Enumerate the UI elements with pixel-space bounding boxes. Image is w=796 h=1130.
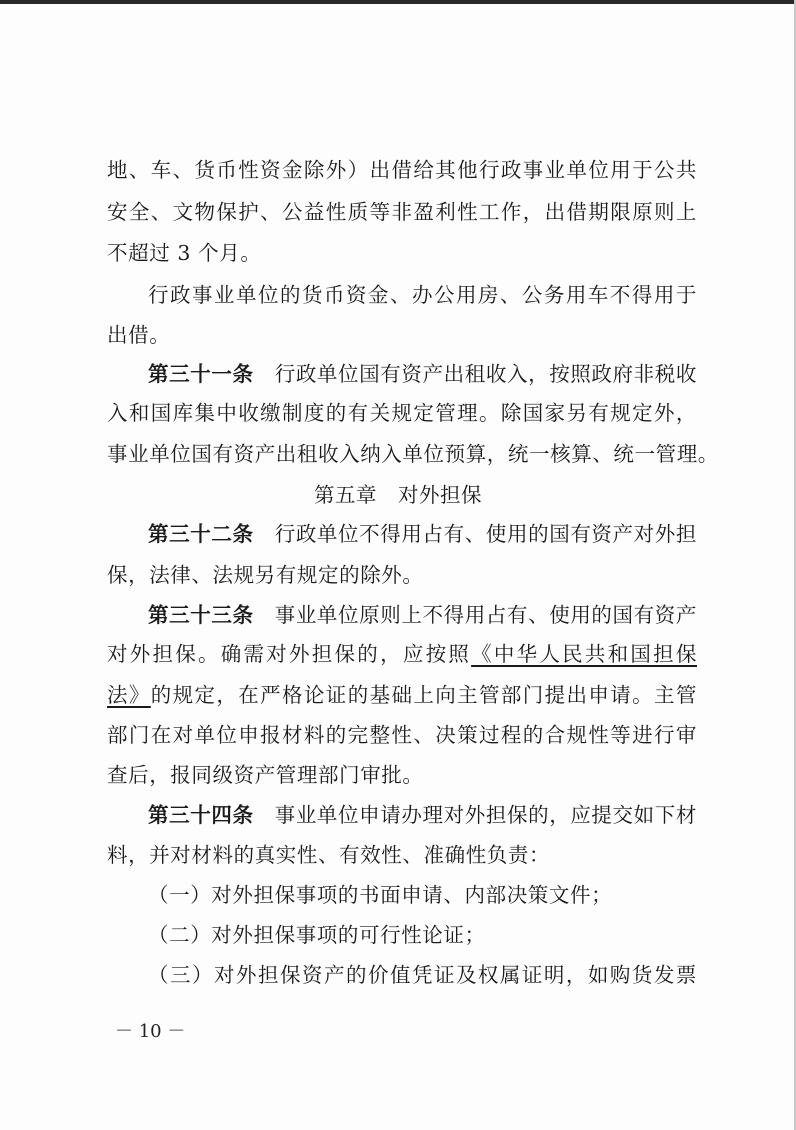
paragraph-line: 料，并对材料的真实性、有效性、准确性负责： <box>107 843 551 867</box>
paragraph-line <box>107 680 697 710</box>
article-32-line <box>148 519 697 549</box>
article-33-title: 第三十三条 <box>148 603 254 627</box>
law-reference-link-end[interactable]: 法》 <box>107 683 151 707</box>
scan-border-top <box>0 0 796 4</box>
article-34-title: 第三十四条 <box>148 803 254 827</box>
paragraph-line <box>107 639 697 669</box>
article-31-line <box>148 359 697 389</box>
article-33-text: 对外担保。确需对外担保的，应按照 <box>107 642 472 666</box>
article-32-text: 行政单位不得用占有、使用的国有资产对外担 <box>274 522 697 546</box>
article-32-title: 第三十二条 <box>148 522 254 546</box>
article-31-text: 行政单位国有资产出租收入，按照政府非税收 <box>274 362 697 386</box>
page-number: － 10 － <box>115 1021 186 1042</box>
paragraph-line: 事业单位国有资产出租收入纳入单位预算，统一核算、统一管理。 <box>107 442 719 466</box>
paragraph-line: 查后，报同级资产管理部门审批。 <box>107 763 424 787</box>
list-item: （二）对外担保事项的可行性论证； <box>148 923 486 947</box>
article-33-line <box>148 600 697 630</box>
paragraph-line: 部门在对单位申报材料的完整性、决策过程的合规性等进行审 <box>107 723 697 747</box>
list-item: （一）对外担保事项的书面申请、内部决策文件； <box>148 883 613 907</box>
paragraph-line: 地、车、货币性资金除外）出借给其他行政事业单位用于公共 <box>107 158 697 182</box>
paragraph-line: 保，法律、法规另有规定的除外。 <box>107 563 424 587</box>
article-34-line <box>148 800 697 830</box>
paragraph-line: 不超过 3 个月。 <box>107 241 262 265</box>
article-34-text: 事业单位申请办理对外担保的，应提交如下材 <box>274 803 697 827</box>
chapter-heading: 第五章 对外担保 <box>314 483 482 507</box>
article-33-text: 事业单位原则上不得用占有、使用的国有资产 <box>274 603 697 627</box>
paragraph-line: 安全、文物保护、公益性质等非盈利性工作，出借期限原则上 <box>107 200 697 224</box>
article-33-text: 的规定，在严格论证的基础上向主管部门提出申请。主管 <box>150 683 697 707</box>
paragraph-line: 行政事业单位的货币资金、办公用房、公务用车不得用于 <box>148 283 697 307</box>
paragraph-line: 入和国库集中收缴制度的有关规定管理。除国家另有规定外， <box>107 401 697 425</box>
list-item: （三）对外担保资产的价值凭证及权属证明，如购货发票 <box>148 963 697 987</box>
law-reference-link[interactable]: 《中华人民共和国担保 <box>471 642 697 666</box>
paragraph-line: 出借。 <box>107 323 171 347</box>
article-31-title: 第三十一条 <box>148 362 254 386</box>
